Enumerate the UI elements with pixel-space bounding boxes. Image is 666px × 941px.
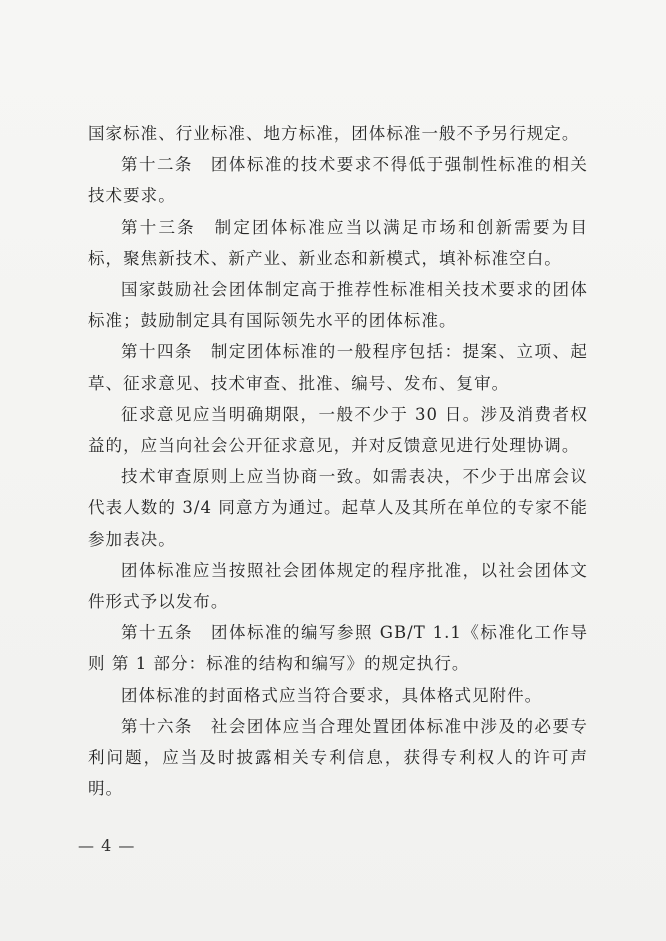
paragraph: 国家鼓励社会团体制定高于推荐性标准相关技术要求的团体标准；鼓励制定具有国际领先水平的团体标准。 <box>88 280 588 331</box>
paragraph: 第十六条 社会团体应当合理处置团体标准中涉及的必要专利问题，应当及时披露相关专利信息，获得专利权人的许可声明。 <box>88 716 588 799</box>
paragraph: 第十五条 团体标准的编写参照 GB/T 1.1《标准化工作导则 第 1 部分：标准的结构和编写》的规定执行。 <box>88 623 588 674</box>
page-number: — 4 — <box>78 836 136 855</box>
paragraph: 团体标准的封面格式应当符合要求，具体格式见附件。 <box>121 685 543 705</box>
paragraph: 第十四条 制定团体标准的一般程序包括：提案、立项、起草、征求意见、技术审查、批准、编号、发布、复审。 <box>88 342 588 393</box>
body-text <box>88 118 588 804</box>
paragraph: 第十二条 团体标准的技术要求不得低于强制性标准的相关技术要求。 <box>88 155 588 206</box>
paragraph: 团体标准应当按照社会团体规定的程序批准，以社会团体文件形式予以发布。 <box>88 560 588 612</box>
paragraph: 技术审查原则上应当协商一致。如需表决，不少于出席会议代表人数的 3/4 同意方为通过。起草人及其所在单位的专家不能参加表决。 <box>88 467 588 549</box>
paragraph: 国家标准、行业标准、地方标准，团体标准一般不予另行规定。 <box>88 124 580 143</box>
paragraph: 第十三条 制定团体标准应当以满足市场和创新需要为目标，聚焦新技术、新产业、新业态和新模式，填补标准空白。 <box>88 217 588 268</box>
paragraph: 征求意见应当明确期限，一般不少于 30 日。涉及消费者权益的，应当向社会公开征求意见，并对反馈意见进行处理协调。 <box>88 404 588 456</box>
